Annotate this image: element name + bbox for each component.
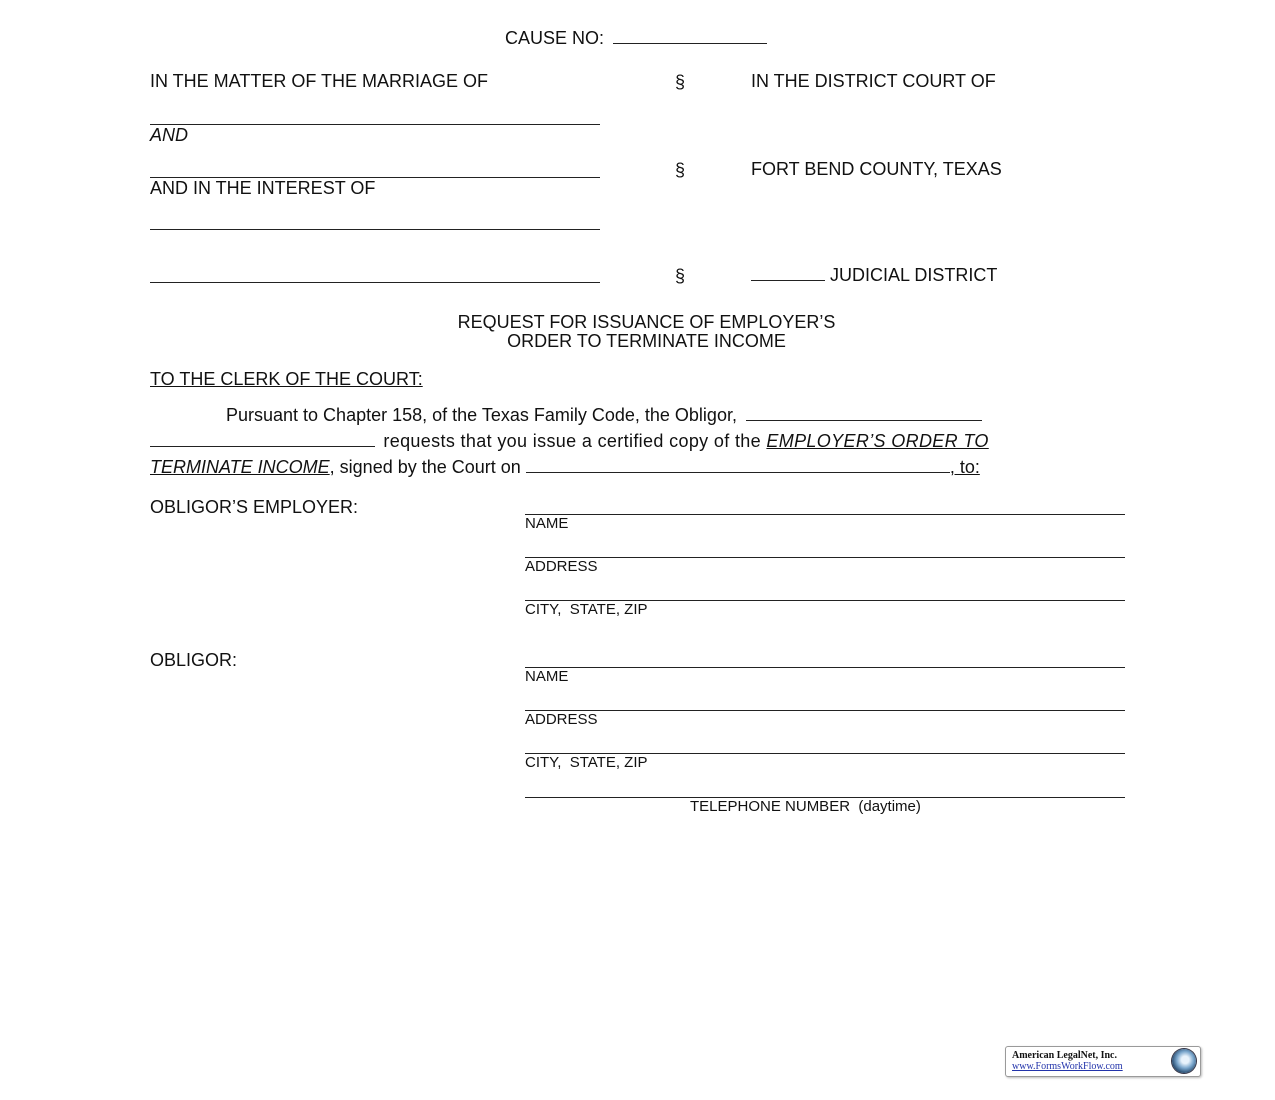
document-title-line2: ORDER TO TERMINATE INCOME xyxy=(507,331,786,351)
judicial-district-label: JUDICIAL DISTRICT xyxy=(830,265,998,285)
district-court-label: IN THE DISTRICT COURT OF xyxy=(751,71,996,91)
obligor-name-field-a[interactable] xyxy=(746,420,982,421)
employer-section-label: OBLIGOR’S EMPLOYER: xyxy=(150,497,359,517)
judicial-district xyxy=(751,265,997,286)
document-title-line1: REQUEST FOR ISSUANCE OF EMPLOYER’S xyxy=(457,312,836,332)
county-label: FORT BEND COUNTY, TEXAS xyxy=(751,159,1002,179)
obligor-name-field[interactable] xyxy=(525,667,1125,668)
employer-name-label: NAME xyxy=(525,515,569,532)
district-number-field[interactable] xyxy=(751,280,825,281)
globe-icon xyxy=(1172,1049,1196,1073)
cause-number xyxy=(505,28,767,49)
caption-and-label: AND xyxy=(150,125,189,145)
body-text: , signed by the Court on xyxy=(329,457,521,477)
employer-name-field[interactable] xyxy=(525,514,1125,515)
obligor-address-label: ADDRESS xyxy=(525,711,598,728)
order-title-emphasis: EMPLOYER’S ORDER TO xyxy=(766,431,989,451)
employer-address-field[interactable] xyxy=(525,557,1125,558)
body-line2 xyxy=(150,431,989,452)
salutation: TO THE CLERK OF THE COURT: xyxy=(150,369,423,389)
obligor-telephone-label: TELEPHONE NUMBER (daytime) xyxy=(690,798,921,815)
body-line3 xyxy=(150,457,980,478)
cause-number-label: CAUSE NO: xyxy=(505,28,605,48)
obligor-city-state-zip-label: CITY, STATE, ZIP xyxy=(525,754,648,771)
party1-name-field[interactable] xyxy=(150,124,600,125)
child1-name-field[interactable] xyxy=(150,229,600,230)
obligor-name-label: NAME xyxy=(525,668,569,685)
obligor-address-field[interactable] xyxy=(525,710,1125,711)
body-line1 xyxy=(226,405,982,426)
publisher-logo xyxy=(1005,1046,1201,1077)
section-symbol: § xyxy=(675,160,686,180)
order-title-emphasis: TERMINATE INCOME xyxy=(150,457,330,477)
section-symbol: § xyxy=(675,266,686,286)
body-text: requests that you issue a certified copy of the xyxy=(383,431,762,451)
cause-number-field[interactable] xyxy=(613,43,767,44)
publisher-name: American LegalNet, Inc. xyxy=(1012,1050,1117,1061)
employer-address-label: ADDRESS xyxy=(525,558,598,575)
publisher-url-link[interactable]: www.FormsWorkFlow.com xyxy=(1012,1061,1123,1072)
caption-marriage-label: IN THE MATTER OF THE MARRIAGE OF xyxy=(150,71,489,91)
section-symbol: § xyxy=(675,72,686,92)
child2-name-field[interactable] xyxy=(150,282,600,283)
employer-city-state-zip-label: CITY, STATE, ZIP xyxy=(525,601,648,618)
body-text: Pursuant to Chapter 158, of the Texas Family Code, the Obligor, xyxy=(226,405,737,425)
signed-date-field[interactable] xyxy=(526,472,950,473)
caption-interest-label: AND IN THE INTEREST OF xyxy=(150,178,376,198)
body-text: , to: xyxy=(949,457,980,477)
obligor-section-label: OBLIGOR: xyxy=(150,650,238,670)
obligor-name-field-b[interactable] xyxy=(150,446,375,447)
